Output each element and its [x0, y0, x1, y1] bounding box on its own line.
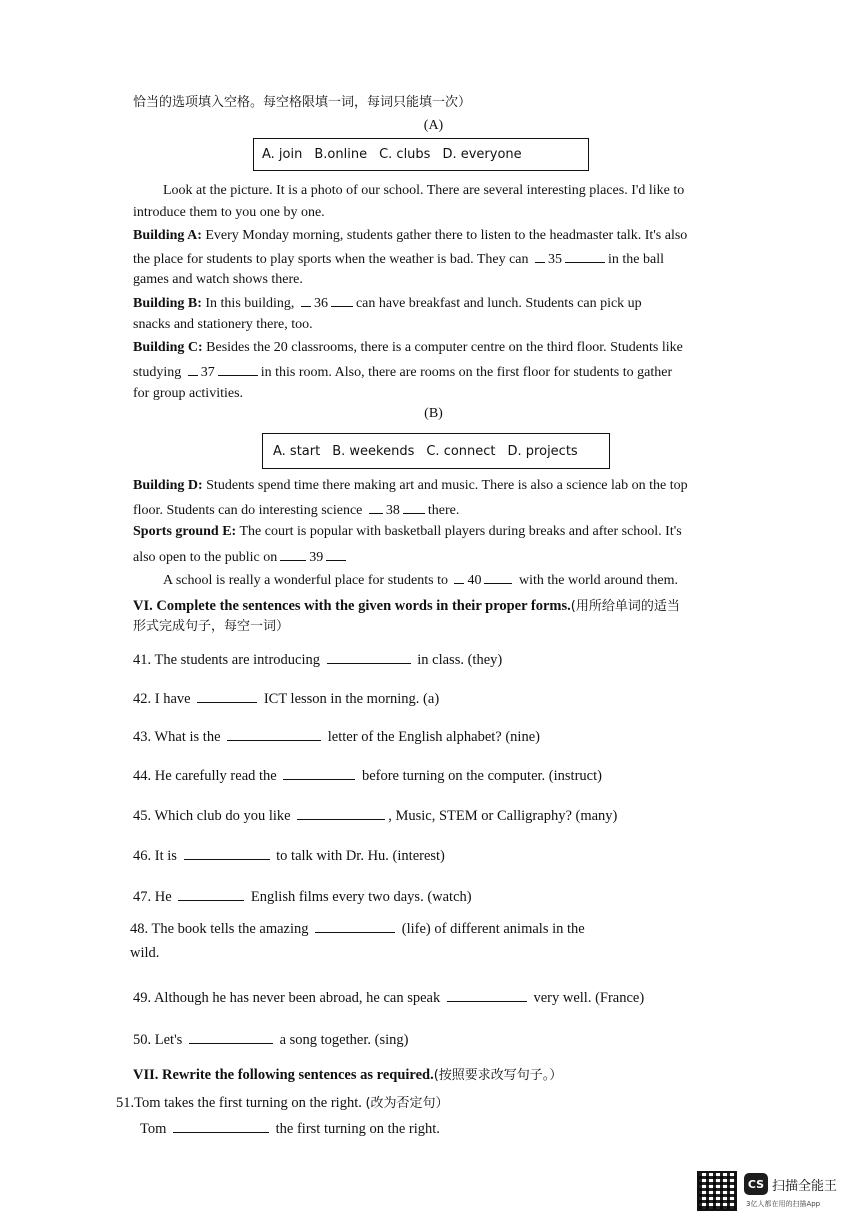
building-a-label: Building A:: [133, 228, 202, 243]
closing-line: [163, 570, 678, 590]
qr-code-icon: [697, 1171, 737, 1211]
q47-pre: 47. He: [133, 889, 176, 905]
q41-pre: 41. The students are introducing: [133, 652, 324, 668]
option-a: A. join: [262, 147, 303, 162]
section-b-option-box: [262, 433, 610, 469]
building-a-line-1: [133, 227, 687, 245]
q51-blank[interactable]: [173, 1119, 269, 1133]
question-42: [133, 689, 439, 708]
q45-blank[interactable]: [297, 806, 385, 820]
q41-blank[interactable]: [327, 650, 411, 664]
q42-post: ICT lesson in the morning. (a): [260, 691, 440, 707]
section-vii-heading-cn: (按照要求改写句子。）: [433, 1068, 563, 1083]
closing-text-a: A school is really a wonderful place for students to: [163, 573, 452, 588]
sports-label: Sports ground E:: [133, 524, 237, 539]
section-a-option-box: [253, 138, 589, 171]
building-a-text-2b: in the ball: [608, 252, 665, 267]
closing-text-b: with the world around them.: [515, 573, 679, 588]
building-b-line-1: [133, 293, 642, 313]
passage-intro-2: introduce them to you one by one.: [133, 205, 325, 220]
q46-post: to talk with Dr. Hu. (interest): [272, 848, 445, 864]
question-49: [133, 988, 644, 1007]
section-vi-heading-cn-2: 形式完成句子，每空一词）: [133, 619, 290, 634]
q50-pre: 50. Let's: [133, 1032, 186, 1048]
blank-39: 39: [309, 550, 324, 565]
building-a-text-2a: the place for students to play sports when the weather is bad. They can: [133, 252, 533, 267]
q43-post: letter of the English alphabet? (nine): [324, 729, 540, 745]
sports-line-2: [133, 547, 349, 567]
q46-blank[interactable]: [184, 846, 270, 860]
building-c-text-1: Besides the 20 classrooms, there is a computer centre on the third floor. Students like: [202, 340, 683, 355]
option-b-d: D. projects: [507, 443, 578, 459]
camscanner-tagline: 3亿人都在用的扫描App: [746, 1200, 821, 1208]
option-b-a: A. start: [273, 443, 321, 459]
section-b-label: (B): [424, 406, 443, 421]
q47-blank[interactable]: [178, 887, 244, 901]
passage-intro-1: Look at the picture. It is a photo of our school. There are several interesting places. I'd like to: [163, 183, 685, 198]
section-vi-heading-cn-1: (用所给单词的适当: [570, 599, 680, 614]
sports-line-1: [133, 523, 682, 541]
q51-ans-post: the first turning on the right.: [272, 1121, 440, 1137]
building-d-label: Building D:: [133, 478, 203, 493]
q41-post: in class. (they): [413, 652, 503, 668]
sports-text-1: The court is popular with basketball players during breaks and after school. It's: [236, 524, 682, 539]
question-50: [133, 1030, 408, 1049]
option-c: C. clubs: [379, 147, 431, 162]
section-vi-heading-en: VI. Complete the sentences with the given words in their proper forms.: [133, 598, 571, 614]
question-51-answer: [140, 1119, 440, 1138]
q48-post: (life) of different animals in the: [398, 921, 585, 937]
building-c-line-3: for group activities.: [133, 386, 244, 401]
blank-36: 36: [313, 296, 328, 311]
question-47: [133, 887, 472, 906]
building-c-line-2: [133, 362, 672, 382]
q48-blank[interactable]: [315, 919, 395, 933]
building-a-line-2: [133, 249, 664, 269]
question-46: [133, 846, 445, 865]
building-d-text-2a: floor. Students can do interesting science: [133, 503, 366, 518]
section-vii-heading: [133, 1064, 562, 1084]
q43-pre: 43. What is the: [133, 729, 225, 745]
question-45: [133, 806, 617, 825]
building-c-text-2a: studying: [133, 365, 185, 380]
building-d-line-1: [133, 477, 688, 495]
building-b-text-1a: In this building,: [201, 296, 298, 311]
section-a-label: (A): [423, 118, 444, 133]
section-vi-heading: [133, 595, 680, 615]
building-d-text-1: Students spend time there making art and music. There is also a science lab on the top: [202, 478, 688, 493]
q43-blank[interactable]: [227, 727, 321, 741]
building-a-line-3: games and watch shows there.: [133, 272, 303, 287]
q49-pre: 49. Although he has never been abroad, he can speak: [133, 990, 444, 1006]
building-a-text-1: Every Monday morning, students gather there to listen to the headmaster talk. It's also: [201, 228, 688, 243]
q51-ans-pre: Tom: [140, 1121, 170, 1137]
question-44: [133, 766, 602, 785]
building-b-label: Building B:: [133, 296, 202, 311]
building-b-text-1b: can have breakfast and lunch. Students can pick up: [355, 296, 642, 311]
q42-blank[interactable]: [197, 689, 257, 703]
section-vii-heading-en: VII. Rewrite the following sentences as required.: [133, 1067, 434, 1083]
blank-37: 37: [200, 365, 215, 380]
blank-35: 35: [548, 252, 563, 267]
building-c-text-2b: in this room. Also, there are rooms on the first floor for students to gather: [260, 365, 673, 380]
blank-38: 38: [385, 503, 400, 518]
q42-pre: 42. I have: [133, 691, 195, 707]
building-d-text-2b: there.: [427, 503, 460, 518]
q49-post: very well. (France): [529, 990, 645, 1006]
question-51: [116, 1092, 449, 1112]
camscanner-logo-icon: CS: [744, 1173, 768, 1195]
camscanner-app-name: 扫描全能王: [772, 1179, 838, 1194]
question-48: [130, 919, 585, 938]
sports-text-2a: also open to the public on: [133, 550, 278, 565]
q50-blank[interactable]: [189, 1030, 273, 1044]
q44-post: before turning on the computer. (instruct): [358, 768, 602, 784]
building-b-line-2: snacks and stationery there, too.: [133, 317, 313, 332]
option-b-b: B. weekends: [332, 443, 415, 459]
q44-blank[interactable]: [283, 766, 355, 780]
q44-pre: 44. He carefully read the: [133, 768, 281, 784]
q48-pre: 48. The book tells the amazing: [130, 921, 313, 937]
building-d-line-2: [133, 500, 459, 520]
q45-post: , Music, STEM or Calligraphy? (many): [388, 808, 618, 824]
option-d: D. everyone: [442, 147, 522, 162]
q49-blank[interactable]: [447, 988, 527, 1002]
question-48-cont: wild.: [130, 945, 160, 961]
q51-text: 51.Tom takes the first turning on the right.: [116, 1095, 362, 1111]
building-c-line-1: [133, 339, 683, 357]
q47-post: English films every two days. (watch): [247, 889, 472, 905]
option-b: B.online: [314, 147, 368, 162]
question-43: [133, 727, 540, 746]
instruction-tail: 恰当的选项填入空格。每空格限填一词，每词只能填一次）: [133, 95, 472, 110]
building-c-label: Building C:: [133, 340, 203, 355]
q50-post: a song together. (sing): [275, 1032, 409, 1048]
blank-40: 40: [467, 573, 482, 588]
q46-pre: 46. It is: [133, 848, 181, 864]
q51-cn: (改为否定句）: [365, 1096, 449, 1111]
q45-pre: 45. Which club do you like: [133, 808, 295, 824]
option-b-c: C. connect: [426, 443, 496, 459]
question-41: [133, 650, 502, 669]
